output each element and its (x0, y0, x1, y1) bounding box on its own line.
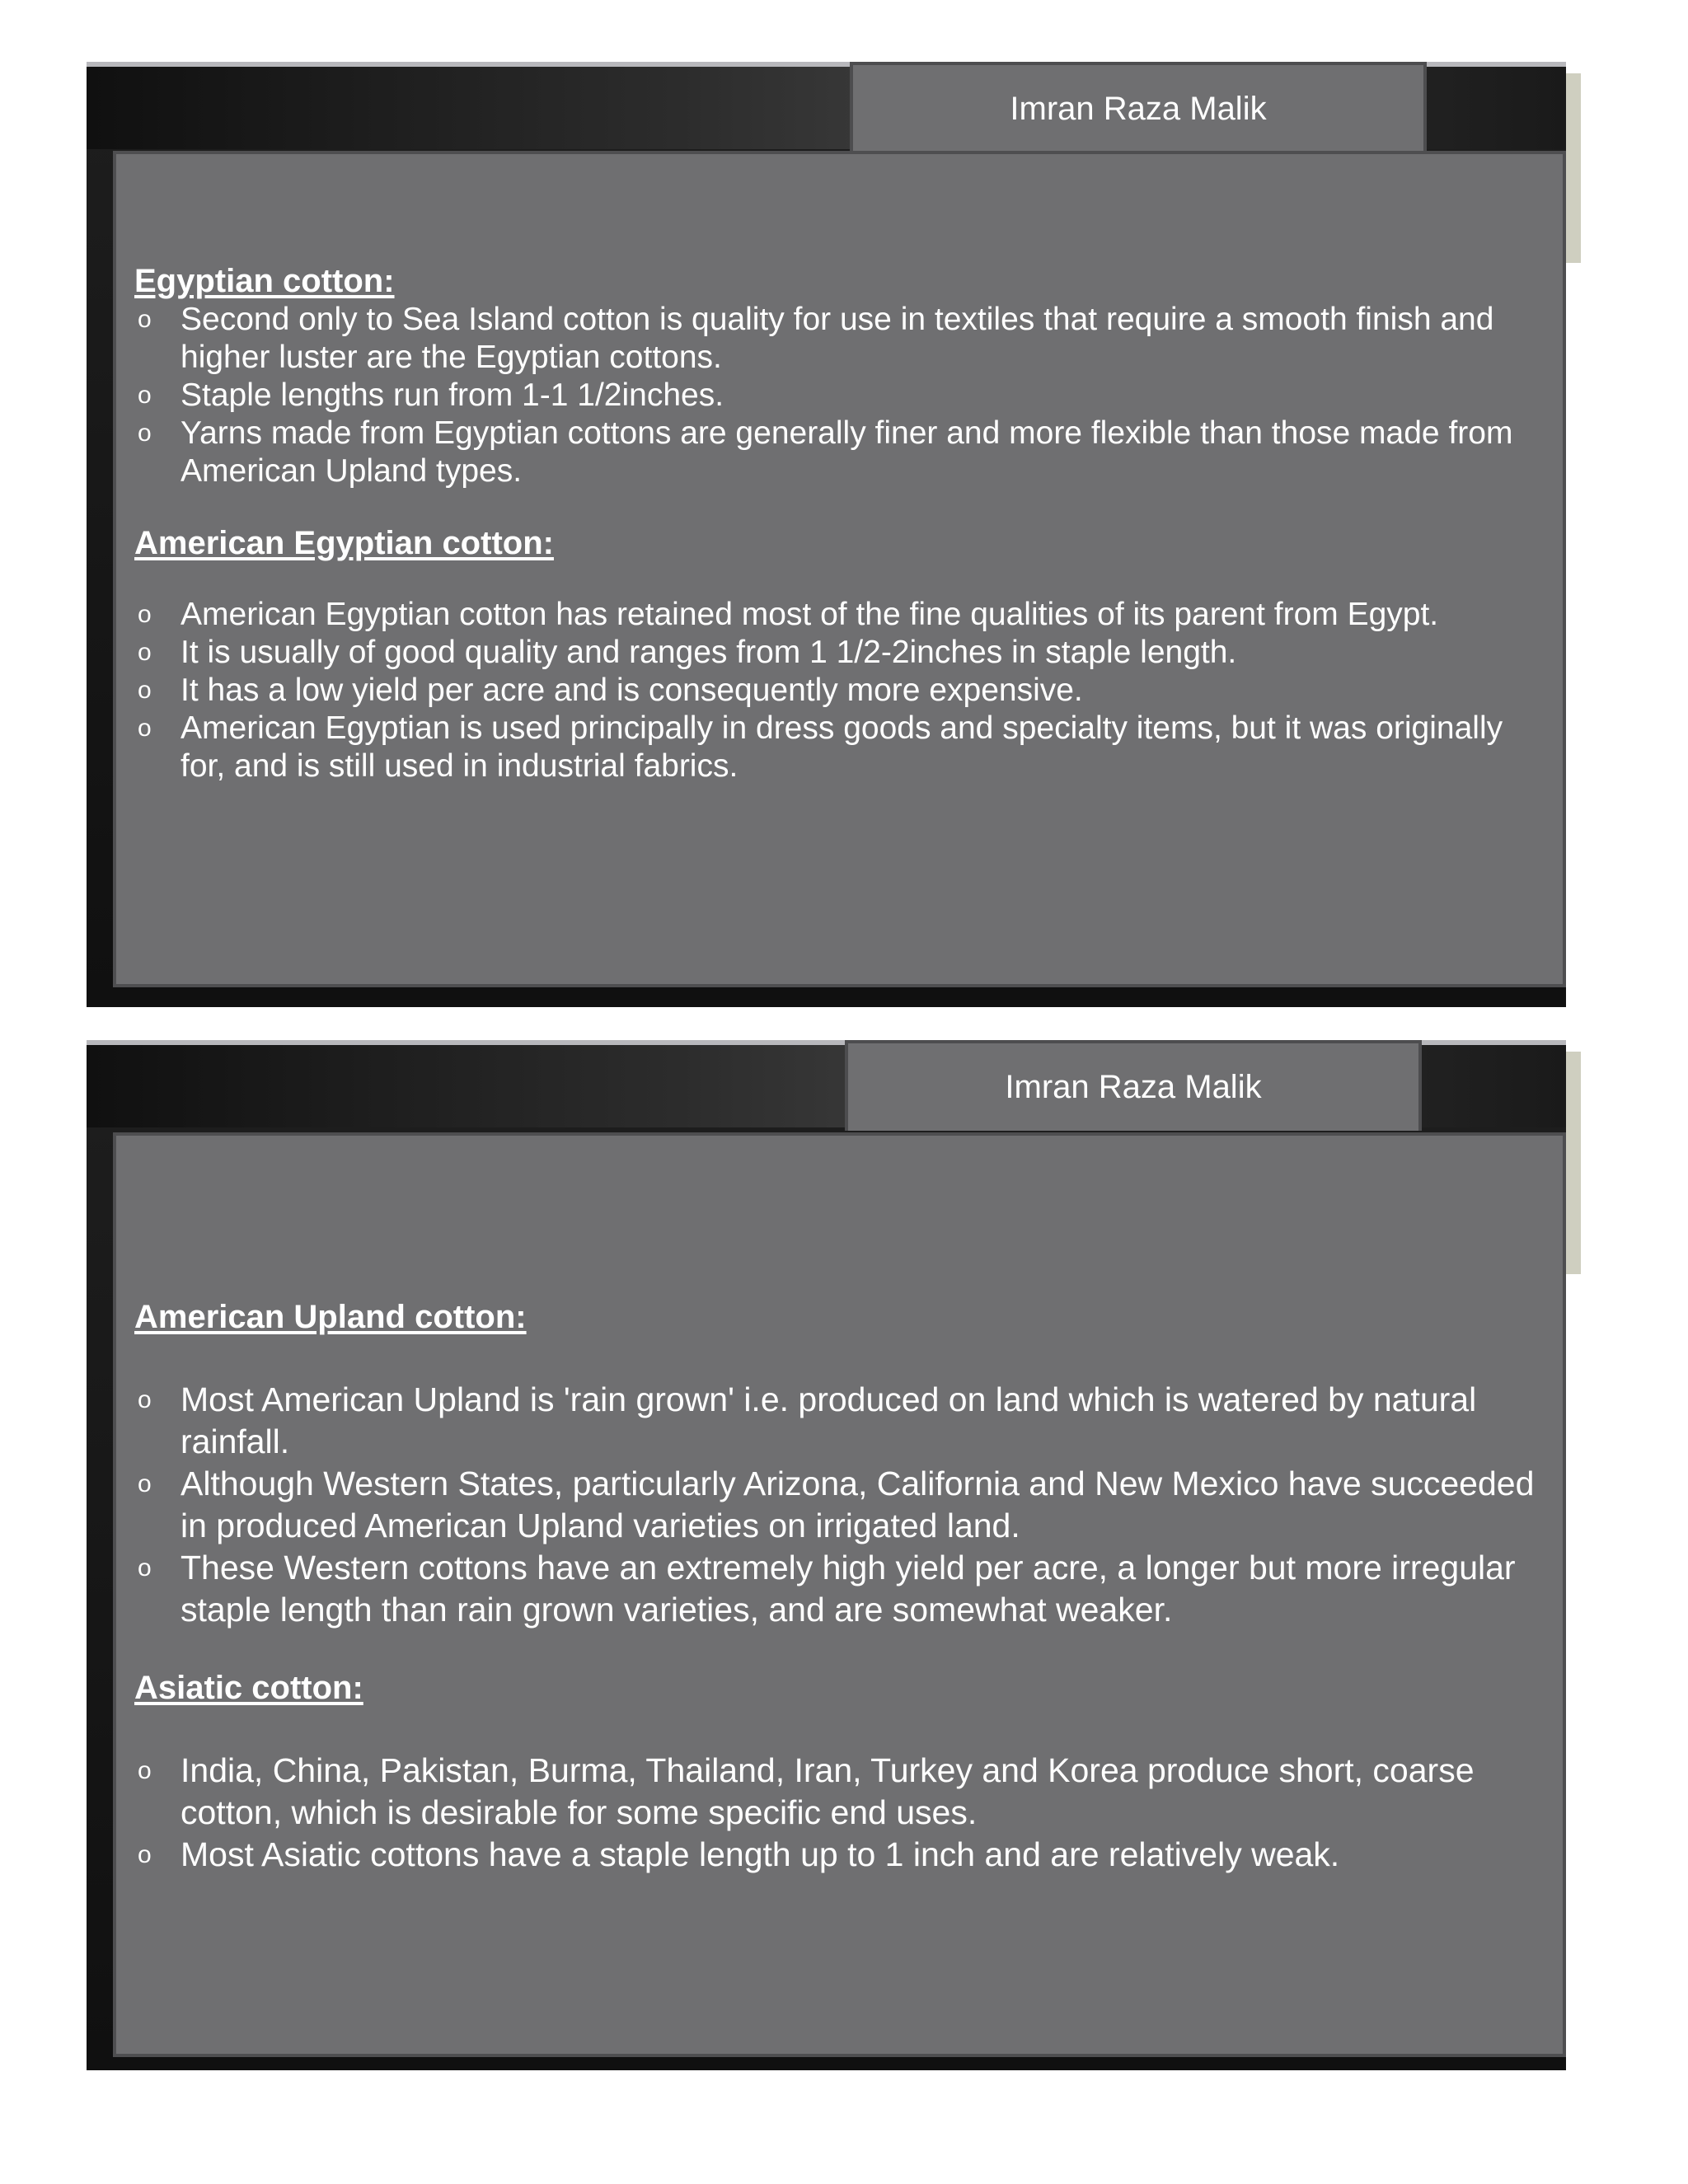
bullet-icon: o (138, 1757, 152, 1784)
slide-panel (113, 1132, 1566, 2057)
bullet-text: India, China, Pakistan, Burma, Thailand, Iran, Turkey and Korea produce short, coarse cotton, which is desirable for some specific end uses. (181, 1751, 1475, 1831)
list-item (134, 596, 1543, 634)
slide-side-accent (1566, 1052, 1581, 1274)
author-tab (850, 62, 1427, 152)
list-item (134, 1463, 1543, 1547)
list-item (134, 710, 1543, 785)
section-heading: American Upland cotton: (134, 1299, 527, 1335)
author-tab (845, 1040, 1422, 1131)
bullet-icon: o (138, 715, 152, 742)
bullet-icon: o (138, 677, 152, 704)
bullet-icon: o (138, 1841, 152, 1868)
bullet-list (134, 596, 1543, 785)
bullet-icon: o (138, 1554, 152, 1582)
list-item (134, 672, 1543, 710)
bullet-list (134, 301, 1543, 490)
bullet-text: American Egyptian is used principally in dress goods and specialty items, but it was originally for, and is still used in industrial fabrics. (181, 710, 1503, 784)
bullet-text: American Egyptian cotton has retained most of the fine qualities of its parent from Egypt. (181, 597, 1439, 632)
bullet-icon: o (138, 1386, 152, 1413)
author-name: Imran Raza Malik (1010, 90, 1267, 127)
bullet-text: Second only to Sea Island cotton is quality for use in textiles that require a smooth finish and higher luster are the Egyptian cottons. (181, 302, 1494, 375)
bullet-text: Although Western States, particularly Arizona, California and New Mexico have succeeded in produced American Upland varieties on irrigated land. (181, 1465, 1535, 1544)
section-heading: Asiatic cotton: (134, 1670, 363, 1706)
bullet-text: Staple lengths run from 1-1 1/2inches. (181, 377, 724, 413)
list-item (134, 1547, 1543, 1631)
list-item (134, 1379, 1543, 1463)
bullet-text: These Western cottons have an extremely high yield per acre, a longer but more irregular staple length than rain grown varieties, and are somewhat weaker. (181, 1549, 1516, 1629)
bullet-icon: o (138, 639, 152, 666)
list-item (134, 634, 1543, 672)
slide-content (134, 1296, 1543, 1876)
bullet-text: Most Asiatic cottons have a staple length up to 1 inch and are relatively weak. (181, 1835, 1340, 1873)
slide-content (134, 261, 1543, 785)
bullet-text: Yarns made from Egyptian cottons are generally finer and more flexible than those made from American Upland types. (181, 415, 1513, 489)
bullet-icon: o (138, 306, 152, 333)
section-heading: American Egyptian cotton: (134, 525, 554, 561)
bullet-text: It is usually of good quality and ranges from 1 1/2-2inches in staple length. (181, 635, 1237, 670)
bullet-list (134, 1379, 1543, 1631)
list-item (134, 377, 1543, 415)
list-item (134, 415, 1543, 490)
bullet-list (134, 1750, 1543, 1876)
bullet-icon: o (138, 1470, 152, 1497)
bullet-text: It has a low yield per acre and is consequently more expensive. (181, 673, 1083, 708)
slide-panel (113, 151, 1566, 987)
bullet-icon: o (138, 419, 152, 447)
slide-side-accent (1566, 73, 1581, 263)
bullet-text: Most American Upland is 'rain grown' i.e. produced on land which is watered by natural rainfall. (181, 1380, 1477, 1460)
section-heading: Egyptian cotton: (134, 263, 395, 299)
list-item (134, 1750, 1543, 1834)
list-item (134, 301, 1543, 377)
author-name: Imran Raza Malik (1005, 1068, 1262, 1105)
slide-2 (87, 1040, 1566, 2070)
bullet-icon: o (138, 601, 152, 628)
list-item (134, 1834, 1543, 1876)
bullet-icon: o (138, 382, 152, 409)
slide-1 (87, 62, 1566, 1007)
